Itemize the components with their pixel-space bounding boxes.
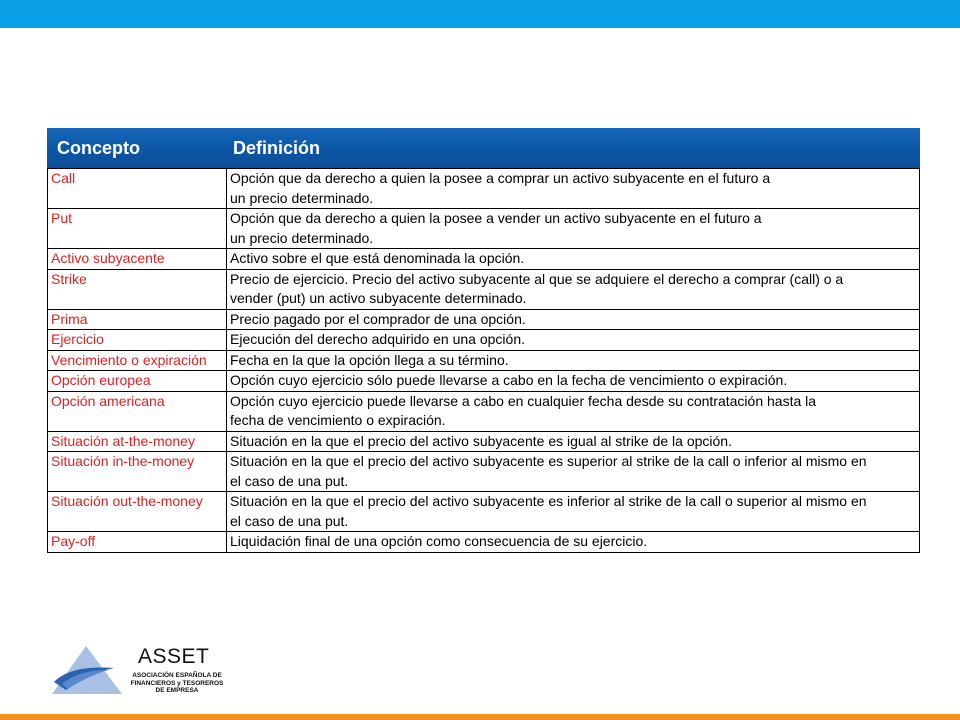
definition-line: el caso de una put. — [230, 472, 349, 489]
table-row — [48, 269, 920, 309]
definition-line: Situación en la que el precio del activo subyacente es inferior al strike de la call o superior al mismo en — [230, 493, 867, 509]
table-row — [48, 350, 920, 371]
concept-cell: Vencimiento o expiración — [48, 350, 227, 371]
asset-logo — [52, 642, 228, 700]
definition-cell — [227, 350, 920, 371]
definition-line: Opción que da derecho a quien la posee a vender un activo subyacente en el futuro a — [230, 210, 762, 226]
definitions-body — [47, 168, 920, 553]
definition-line: un precio determinado. — [230, 229, 374, 246]
definition-line: Opción que da derecho a quien la posee a comprar un activo subyacente en el futuro a — [230, 170, 771, 186]
asset-logo-line1: ASOCIACIÓN ESPAÑOLA DE — [132, 672, 222, 679]
asset-logo-line2: FINANCIEROS y TESOREROS — [130, 679, 224, 687]
table-row — [48, 209, 920, 249]
concept-cell: Strike — [48, 269, 227, 309]
definition-line: fecha de vencimiento o expiración. — [230, 412, 446, 428]
concept-cell: Situación at-the-money — [48, 431, 227, 452]
concept-cell: Pay-off — [48, 532, 227, 553]
definition-line: Opción cuyo ejercicio puede llevarse a cabo en cualquier fecha desde su contratación hasta la — [230, 392, 817, 409]
concept-cell: Situación in-the-money — [48, 452, 227, 492]
asset-logo-line3: DE EMPRESA — [155, 687, 199, 694]
definition-cell — [227, 532, 920, 553]
definition-cell — [227, 249, 920, 270]
header-definition: Definición — [233, 138, 321, 158]
definition-cell — [227, 431, 920, 452]
definition-line: Opción cuyo ejercicio sólo puede llevarse a cabo en la fecha de vencimiento o expiración. — [230, 372, 788, 388]
table-row — [48, 169, 920, 209]
bottom-accent-bar — [0, 714, 960, 720]
table-row — [48, 391, 920, 431]
definition-cell — [227, 492, 920, 532]
definition-line: Situación en la que el precio del activo subyacente es superior al strike de la call o inferior al mismo en — [230, 453, 867, 469]
table-row — [48, 431, 920, 452]
definition-cell — [227, 391, 920, 431]
concept-cell: Ejercicio — [48, 330, 227, 351]
concept-cell: Prima — [48, 309, 227, 330]
top-accent-bar — [0, 0, 960, 28]
table-header — [47, 128, 920, 168]
definition-line: Activo sobre el que está denominada la opción. — [230, 250, 525, 266]
definition-line: Situación en la que el precio del activo subyacente es igual al strike de la opción. — [230, 432, 732, 449]
definition-line: Ejecución del derecho adquirido en una opción. — [230, 331, 525, 347]
definition-cell — [227, 309, 920, 330]
definition-line: Liquidación final de una opción como consecuencia de su ejercicio. — [230, 533, 648, 549]
definition-line: un precio determinado. — [230, 189, 374, 206]
definitions-table — [47, 128, 920, 553]
table-row — [48, 452, 920, 492]
definition-line: Precio de ejercicio. Precio del activo subyacente al que se adquiere el derecho a comprar (call) o a — [230, 270, 844, 287]
concept-cell: Situación out-the-money — [48, 492, 227, 532]
definition-line: Fecha en la que la opción llega a su término. — [230, 351, 509, 368]
table-row — [48, 371, 920, 392]
definition-cell — [227, 330, 920, 351]
table-row — [48, 249, 920, 270]
concept-cell: Call — [48, 169, 227, 209]
table-row — [48, 309, 920, 330]
asset-logo-name: ASSET — [138, 645, 210, 668]
concept-cell: Opción americana — [48, 391, 227, 431]
definition-line: vender (put) un activo subyacente determinado. — [230, 290, 527, 306]
header-concept: Concepto — [57, 138, 140, 158]
concept-cell: Put — [48, 209, 227, 249]
definition-cell — [227, 371, 920, 392]
concept-cell: Activo subyacente — [48, 249, 227, 270]
definition-cell — [227, 269, 920, 309]
definition-cell — [227, 169, 920, 209]
definition-line: Precio pagado por el comprador de una opción. — [230, 310, 526, 327]
definition-line: el caso de una put. — [230, 512, 349, 529]
definition-cell — [227, 209, 920, 249]
definition-cell — [227, 452, 920, 492]
concept-cell: Opción europea — [48, 371, 227, 392]
table-row — [48, 492, 920, 532]
table-row — [48, 532, 920, 553]
table-row — [48, 330, 920, 351]
